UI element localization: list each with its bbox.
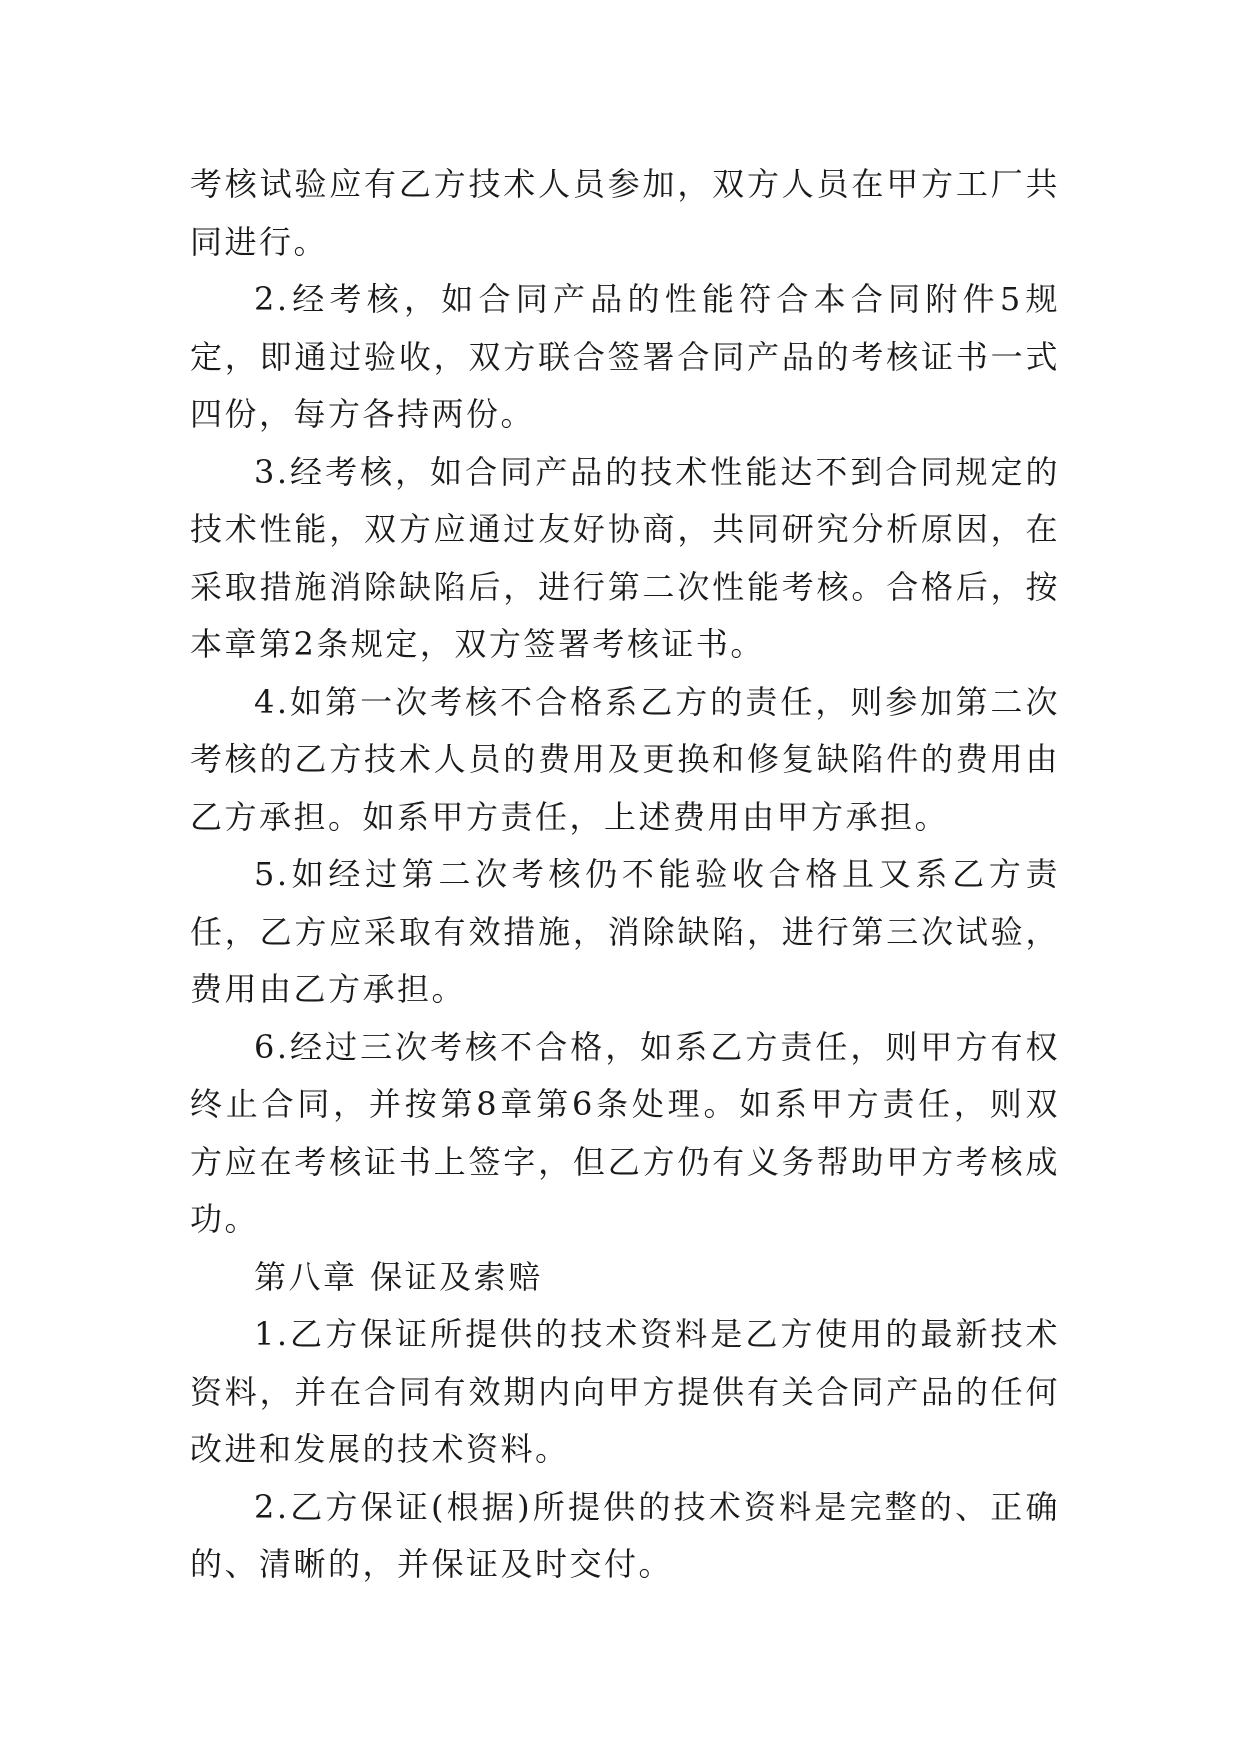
paragraph-continuation: 考核试验应有乙方技术人员参加，双方人员在甲方工厂共同进行。: [190, 165, 1060, 261]
clause-6: 6.经过三次考核不合格，如系乙方责任，则甲方有权终止合同，并按第8章第6条处理。如系甲方责任，则双方应在考核证书上签字，但乙方仍有义务帮助甲方考核成功。: [190, 1027, 1060, 1238]
clause-2: 2.经考核，如合同产品的性能符合本合同附件5规定，即通过验收，双方联合签署合同产品的考核证书一式四份，每方各持两份。: [190, 280, 1060, 433]
clause-4: 4.如第一次考核不合格系乙方的责任，则参加第二次考核的乙方技术人员的费用及更换和修复缺陷件的费用由乙方承担。如系甲方责任，上述费用由甲方承担。: [190, 682, 1060, 836]
chapter-heading: 第八章 保证及索赔: [254, 1257, 543, 1296]
contract-body: [190, 156, 1060, 1594]
chapter8-clause-2: 2.乙方保证(根据)所提供的技术资料是完整的、正确的、清晰的，并保证及时交付。: [190, 1487, 1060, 1583]
clause-5: 5.如经过第二次考核仍不能验收合格且又系乙方责任，乙方应采取有效措施，消除缺陷，进行第三次试验，费用由乙方承担。: [190, 855, 1060, 1008]
chapter8-clause-1: 1.乙方保证所提供的技术资料是乙方使用的最新技术资料，并在合同有效期内向甲方提供有关合同产品的任何改进和发展的技术资料。: [190, 1315, 1060, 1468]
clause-3: 3.经考核，如合同产品的技术性能达不到合同规定的技术性能，双方应通过友好协商，共同研究分析原因，在采取措施消除缺陷后，进行第二次性能考核。合格后，按本章第2条规定，双方签署考核证书。: [190, 452, 1060, 663]
